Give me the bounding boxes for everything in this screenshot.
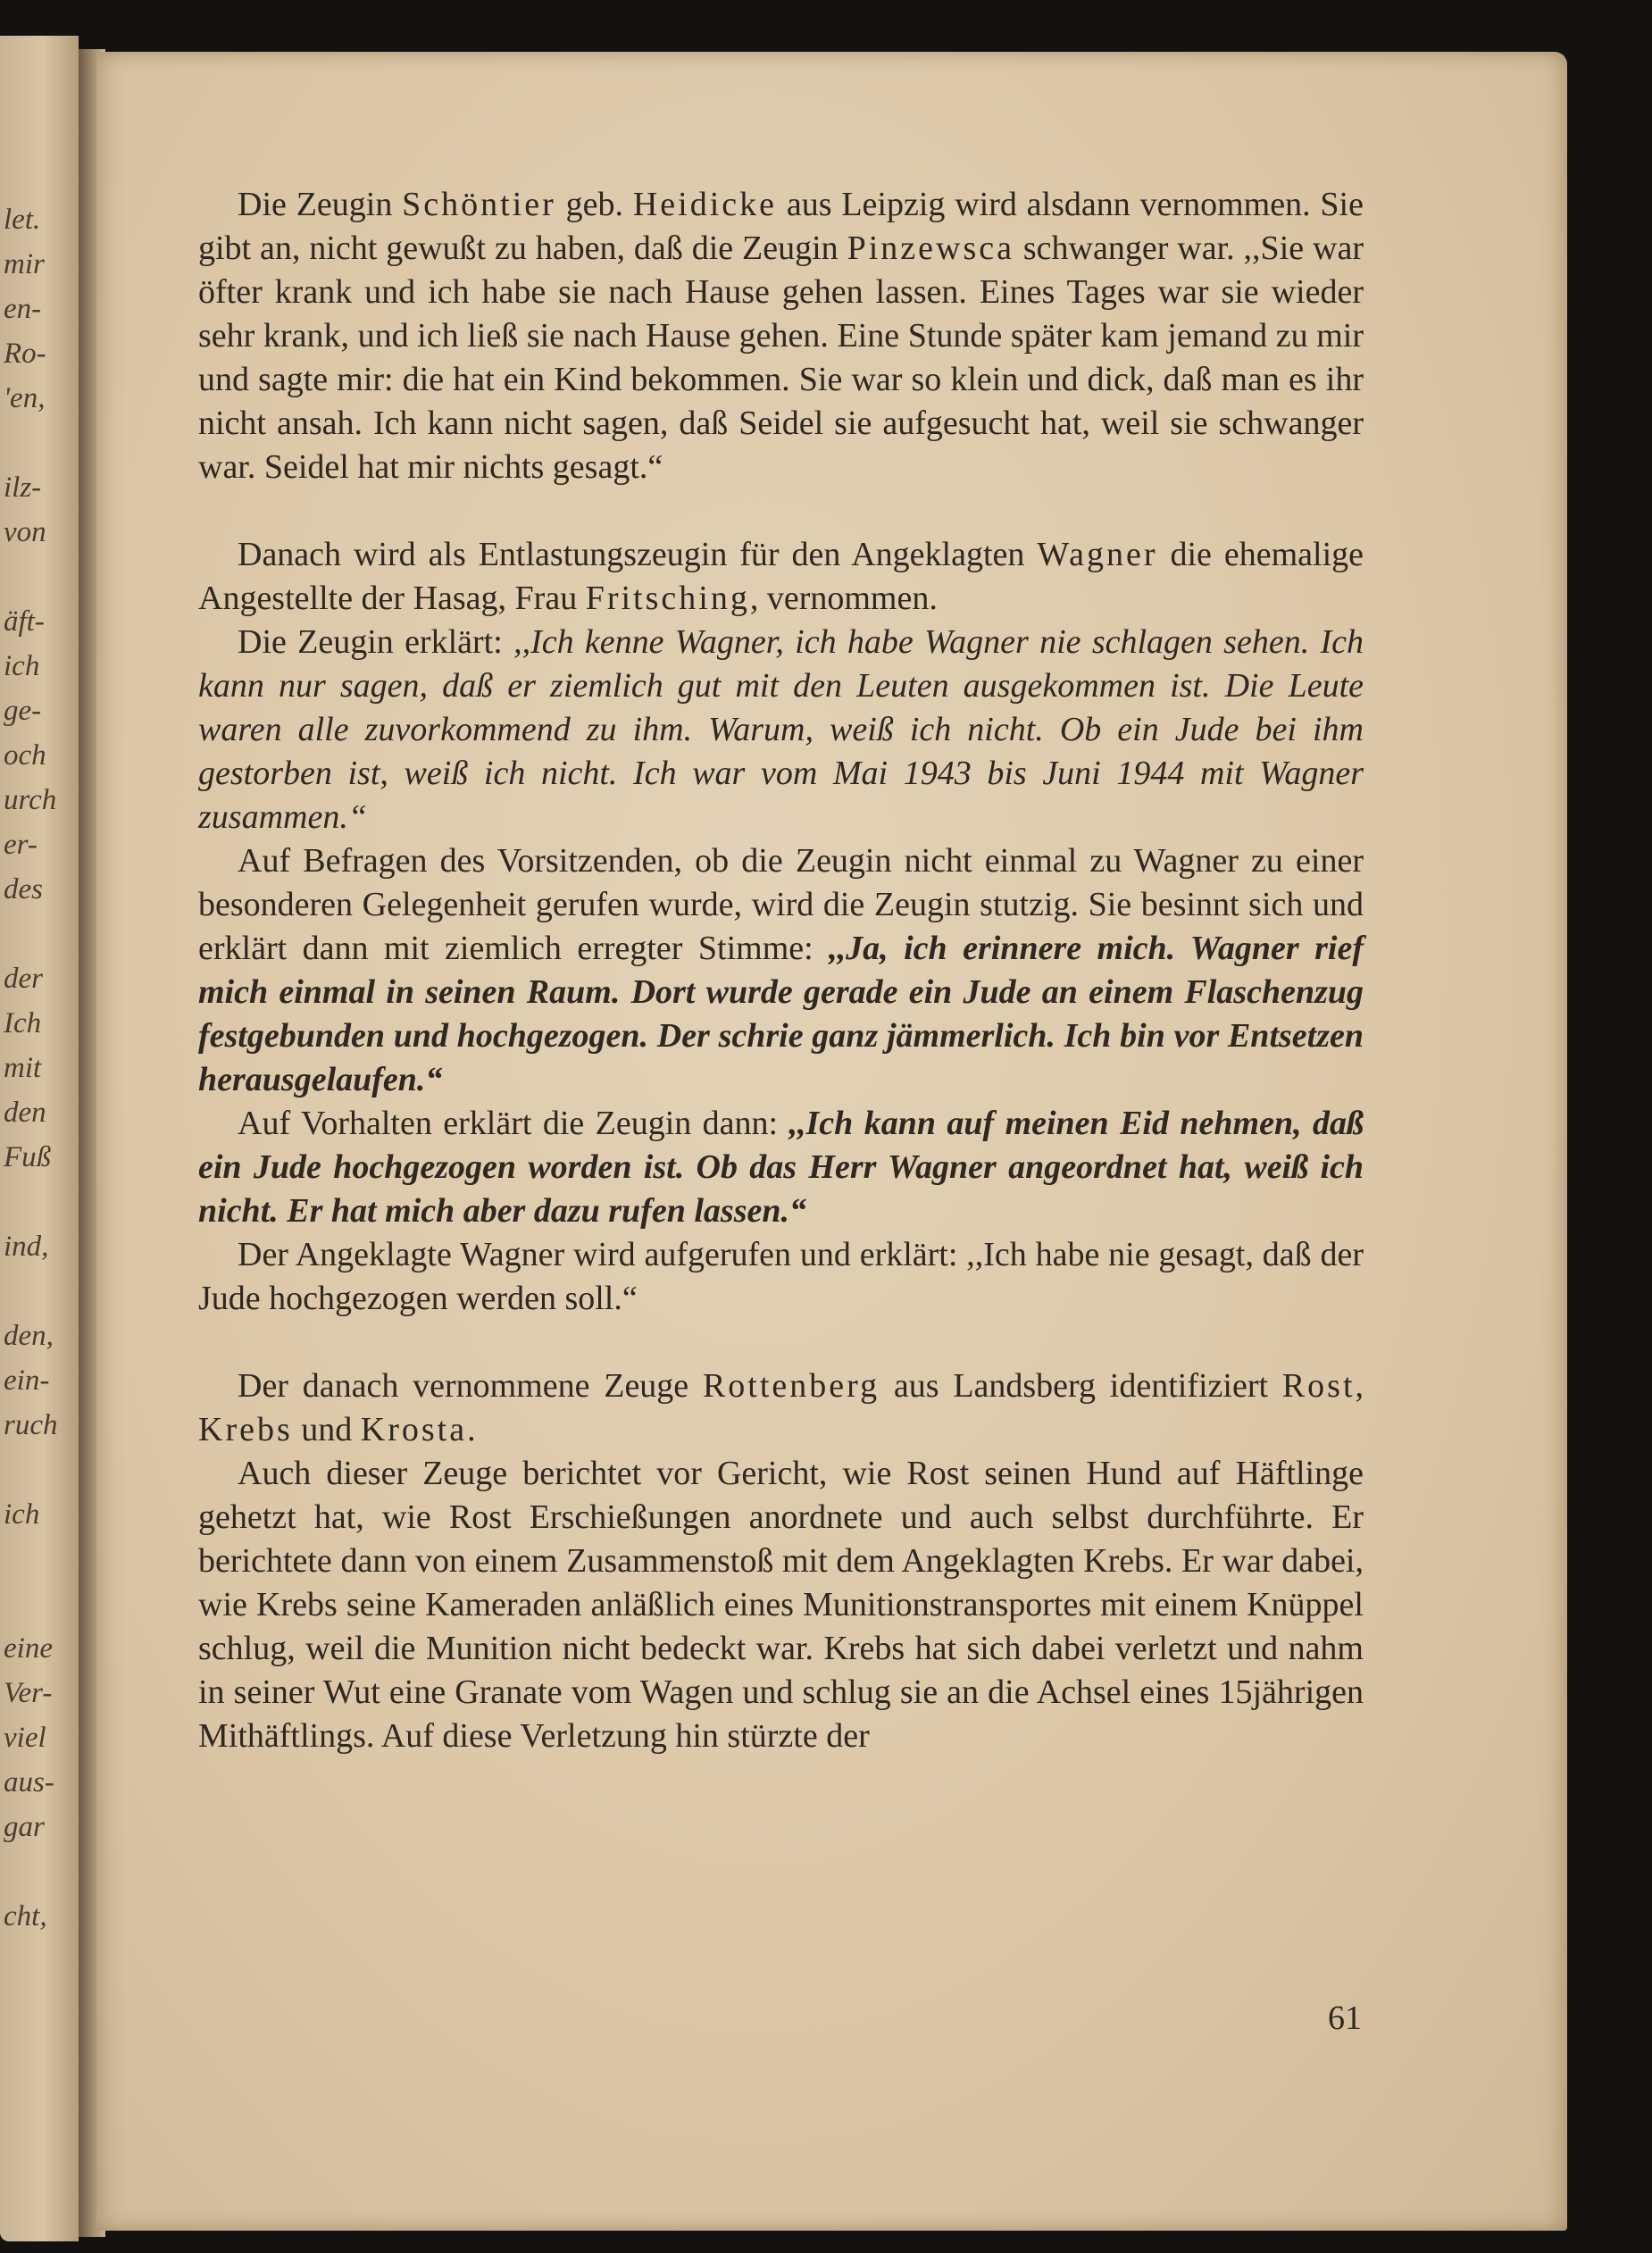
left-fragment: Ro- [4,338,46,370]
person-name: Wagner [1037,536,1158,573]
quote-italic: ,,Ich kenne Wagner, ich habe Wagner nie schlagen sehen. Ich kann nur sagen, daß er ziemlich gut mit den Leuten ausgekommen ist. Die Leute waren alle zuvorkommend zu ihm. Warum, weiß ich nicht. Ob ein Jude bei ihm gestorben ist, weiß ich nicht. Ich war vom Mai 1943 bis Juni 1944 mit Wagner zusammen.“ [198,623,1364,836]
left-fragment: den, [4,1320,54,1352]
left-fragment: er- [4,829,38,861]
person-name: Fritsching [585,580,750,617]
paragraph: Die Zeugin erklärt: ,,Ich kenne Wagner, ich habe Wagner nie schlagen sehen. Ich kann nur sagen, daß er ziemlich gut mit den Leuten ausgekommen ist. Die Leute waren alle zuvorkommend zu ihm. Warum, weiß ich nicht. Ob ein Jude bei ihm gestorben ist, weiß ich nicht. Ich war vom Mai 1943 bis Juni 1944 mit Wagner zusammen.“ [198,623,1364,836]
left-fragment: aus- [4,1766,54,1798]
left-fragment: Ver- [4,1677,53,1709]
left-page-fragments [0,36,79,2241]
left-fragment: eine [4,1632,53,1665]
paragraph: Auch dieser Zeuge berichtet vor Gericht, wie Rost seinen Hund auf Häftlinge gehetzt hat, wie Rost Erschießungen anordnete und auch selbst durchführte. Er berichtete dann von einem Zusammenstoß mit dem Angeklagten Krebs. Er war dabei, wie Krebs seine Kameraden anläßlich eines Munitionstransportes mit einem Knüppel schlug, weil die Munition nicht bedeckt war. Krebs hat sich dabei verletzt und nahm in seiner Wut eine Granate vom Wagen und schlug sie an die Achsel eines 15jährigen Mithäftlings. Auf diese Verletzung hin stürzte der [198,1455,1364,1755]
left-fragment: mit [4,1052,42,1084]
person-name: Schöntier [402,186,556,223]
left-fragment: ich [4,650,40,682]
left-fragment: von [4,516,46,548]
paragraph: Auf Vorhalten erklärt die Zeugin dann: ,,Ich kann auf meinen Eid nehmen, daß ein Jude hochgezogen worden ist. Ob das Herr Wagner angeordnet hat, weiß ich nicht. Er hat mich aber dazu rufen lassen.“ [198,1105,1364,1230]
left-fragment: ich [4,1498,40,1531]
left-fragment: 'en, [4,382,46,414]
left-fragment: Ich [4,1007,42,1039]
left-fragment: ilz- [4,471,42,504]
left-fragment: urch [4,784,57,816]
paragraph: Auf Befragen des Vorsitzenden, ob die Zeugin nicht einmal zu Wagner zu einer besonderen Gelegenheit gerufen wurde, wird die Zeugin stutzig. Sie besinnt sich und erklärt dann mit ziemlich erregter Stimme: ,,Ja, ich erinnere mich. Wagner rief mich einmal in seinen Raum. Dort wurde gerade ein Jude an einem Flaschenzug festgebunden und hochgezogen. Der schrie ganz jämmerlich. Ich bin vor Entsetzen herausgelaufen.“ [198,842,1364,1098]
paragraph: Der danach vernommene Zeuge Rottenberg aus Landsberg identifiziert Rost, Krebs und Krosta. [198,1367,1364,1448]
left-fragment: der [4,963,43,995]
person-name: Rottenberg [702,1367,880,1405]
quote-bold-italic: ,,Ich kann auf meinen Eid nehmen, daß ein Jude hochgezogen worden ist. Ob das Herr Wagner angeordnet hat, weiß ich nicht. Er hat mich aber dazu rufen lassen.“ [198,1105,1364,1230]
person-name: Rost [1281,1367,1356,1405]
person-name: Krebs [198,1411,293,1448]
left-fragment: viel [4,1722,46,1754]
left-fragment: gar [4,1811,45,1843]
left-fragment: Fuß [4,1141,52,1173]
left-fragment: des [4,873,43,905]
paragraph: Der Angeklagte Wagner wird aufgerufen und erklärt: ,,Ich habe nie gesagt, daß der Jude hochgezogen werden soll.“ [198,1236,1364,1317]
left-fragment: och [4,739,46,772]
person-name: Pinzewsca [847,229,1014,267]
person-name: Krosta [360,1411,468,1448]
left-fragment: ruch [4,1409,58,1441]
page-number: 61 [1328,1999,1362,2037]
paragraph: Die Zeugin Schöntier geb. Heidicke aus Leipzig wird alsdann vernommen. Sie gibt an, nicht gewußt zu haben, daß die Zeugin Pinzewsca schwanger war. ,,Sie war öfter krank und ich habe sie nach Hause gehen lassen. Eines Tages war sie wieder sehr krank, und ich ließ sie nach Hause gehen. Eine Stunde später kam jemand zu mir und sagte mir: die hat ein Kind bekommen. Sie war so klein und dick, daß man es ihr nicht ansah. Ich kann nicht sagen, daß Seidel sie aufgesucht hat, weil sie schwanger war. Seidel hat mir nichts gesagt.“ [198,186,1364,486]
left-fragment: en- [4,293,42,325]
left-fragment: ge- [4,695,42,727]
quote-bold-italic: ,,Ja, ich erinnere mich. Wagner rief mich einmal in seinen Raum. Dort wurde gerade ein Jude an einem Flaschenzug festgebunden und hochgezogen. Der schrie ganz jämmerlich. Ich bin vor Entsetzen herausgelaufen.“ [198,930,1364,1098]
left-fragment: äft- [4,605,45,638]
left-page-edge [0,36,79,2241]
left-fragment: mir [4,248,45,280]
left-fragment: cht, [4,1900,47,1932]
left-fragment: ind, [4,1231,49,1263]
left-fragment: den [4,1097,46,1129]
page-body-text [198,183,1364,1758]
left-fragment: let. [4,204,41,236]
left-fragment: ein- [4,1364,50,1397]
paragraph: Danach wird als Entlastungszeugin für den Angeklagten Wagner die ehemalige Angestellte der Hasag, Frau Fritsching, vernommen. [198,536,1364,617]
person-name: Heidicke [632,186,777,223]
